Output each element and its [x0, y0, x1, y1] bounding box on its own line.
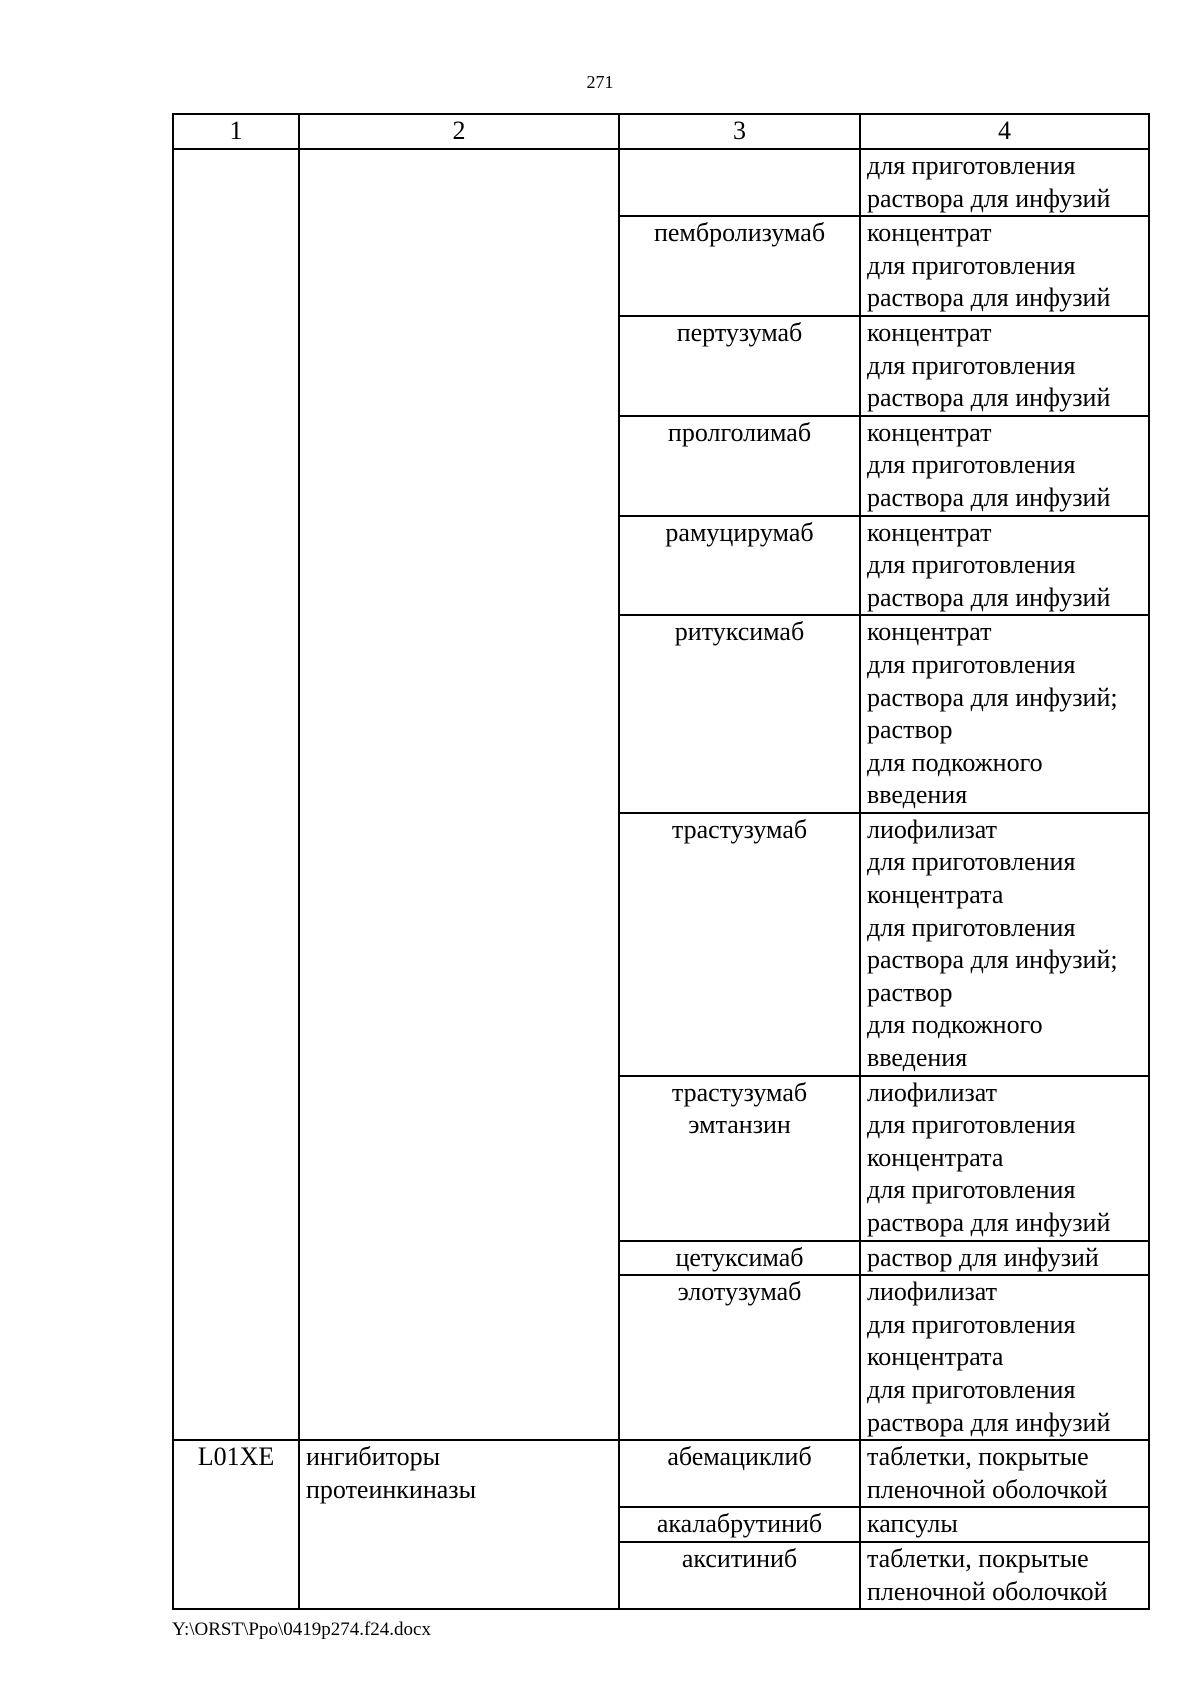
table-row — [173, 149, 1149, 216]
inn-cell — [619, 813, 860, 1076]
dosage-form-line: введения — [867, 1043, 968, 1073]
inn-name: акалабрутиниб — [656, 1509, 823, 1539]
header-col-3: 3 — [619, 114, 860, 149]
dosage-form-line: для приготовления — [867, 1175, 1076, 1205]
dosage-form-cell — [860, 1507, 1149, 1542]
inn-cell — [619, 216, 860, 316]
dosage-form-line: концентрата — [867, 880, 1004, 910]
inn-name: элотузумаб — [677, 1277, 802, 1307]
dosage-form-cell — [860, 1076, 1149, 1241]
inn-cell — [619, 149, 860, 216]
inn-name: абемациклиб — [667, 1442, 812, 1472]
dosage-form-line: для приготовления — [867, 151, 1076, 180]
inn-cell — [619, 1241, 860, 1276]
dosage-form-line: для приготовления — [867, 1309, 1076, 1339]
inn-name: рамуцирумаб — [665, 517, 814, 547]
dosage-form-line: пленочной оболочкой — [867, 1474, 1108, 1504]
inn-name: пембролизумаб — [653, 218, 826, 248]
dosage-form-line: концентрат — [867, 317, 992, 347]
dosage-form-line: раствор для инфузий — [867, 1242, 1099, 1272]
dosage-form-line: для приготовления — [867, 550, 1076, 580]
dosage-form-line: для приготовления — [867, 1110, 1076, 1140]
dosage-form-line: раствора для инфузий — [867, 1407, 1111, 1437]
header-col-1: 1 — [173, 114, 299, 149]
dosage-form-cell — [860, 316, 1149, 416]
inn-cell — [619, 1507, 860, 1542]
header-row — [173, 114, 1149, 149]
dosage-form-line: раствора для инфузий — [867, 183, 1111, 213]
dosage-form-cell — [860, 1275, 1149, 1440]
inn-name: акситиниб — [681, 1543, 798, 1573]
inn-name: эмтанзин — [688, 1110, 791, 1140]
dosage-form-cell — [860, 1241, 1149, 1276]
dosage-form-cell — [860, 149, 1149, 216]
dosage-form-line: для приготовления — [867, 649, 1076, 679]
inn-cell — [619, 1076, 860, 1241]
dosage-form-line: для приготовления — [867, 250, 1076, 280]
inn-cell — [619, 1440, 860, 1507]
dosage-form-line: раствора для инфузий — [867, 482, 1111, 512]
dosage-form-line: лиофилизат — [867, 1277, 998, 1307]
dosage-form-line: для приготовления — [867, 847, 1076, 877]
header-col-4: 4 — [860, 114, 1149, 149]
inn-cell — [619, 416, 860, 516]
document-file-path: Y:\ORST\Ppo\0419p274.f24.docx — [172, 1619, 431, 1640]
dosage-form-line: раствора для инфузий; — [867, 682, 1118, 712]
group-name-line: ингибиторы — [306, 1442, 441, 1472]
dosage-form-cell — [860, 813, 1149, 1076]
dosage-form-cell — [860, 1440, 1149, 1507]
header-col-2: 2 — [299, 114, 619, 149]
dosage-form-line: концентрат — [867, 617, 992, 647]
dosage-form-line: раствора для инфузий — [867, 1208, 1111, 1237]
inn-name: трастузумаб — [671, 814, 808, 844]
dosage-form-line: раствора для инфузий; — [867, 945, 1118, 975]
dosage-form-line: лиофилизат — [867, 1077, 998, 1107]
dosage-form-line: концентрат — [867, 218, 992, 248]
dosage-form-line: раствора для инфузий — [867, 383, 1111, 413]
dosage-form-line: концентрат — [867, 517, 992, 547]
inn-name: цетуксимаб — [675, 1242, 804, 1272]
dosage-form-cell — [860, 216, 1149, 316]
group-name-cell — [299, 149, 619, 1440]
inn-cell — [619, 516, 860, 616]
inn-name: ритуксимаб — [674, 617, 805, 647]
dosage-form-line: таблетки, покрытые — [867, 1543, 1089, 1573]
group-name-line: протеинкиназы — [306, 1474, 477, 1504]
inn-cell — [619, 316, 860, 416]
dosage-form-line: капсулы — [867, 1509, 958, 1539]
dosage-form-line: для приготовления — [867, 1374, 1076, 1404]
atc-code-cell — [173, 149, 299, 1440]
inn-name: пролголимаб — [667, 417, 812, 447]
dosage-form-line: раствор — [867, 715, 953, 745]
dosage-form-line: для приготовления — [867, 912, 1076, 942]
dosage-form-cell — [860, 1542, 1149, 1609]
group-name-cell — [299, 1440, 619, 1609]
inn-name: трастузумаб — [671, 1077, 808, 1107]
dosage-form-cell — [860, 416, 1149, 516]
inn-cell — [619, 615, 860, 813]
dosage-form-line: для приготовления — [867, 450, 1076, 480]
dosage-form-line: раствора для инфузий — [867, 283, 1111, 313]
dosage-form-line: раствора для инфузий — [867, 582, 1111, 612]
dosage-form-line: раствор — [867, 977, 953, 1007]
dosage-form-line: концентрата — [867, 1342, 1004, 1372]
drug-table — [172, 113, 1150, 1610]
dosage-form-line: пленочной оболочкой — [867, 1576, 1108, 1606]
dosage-form-line: для приготовления — [867, 350, 1076, 380]
dosage-form-line: концентрат — [867, 417, 992, 447]
inn-cell — [619, 1275, 860, 1440]
page-number: 271 — [586, 72, 614, 92]
dosage-form-cell — [860, 615, 1149, 813]
dosage-form-cell — [860, 516, 1149, 616]
inn-cell — [619, 1542, 860, 1609]
dosage-form-line: таблетки, покрытые — [867, 1442, 1089, 1472]
inn-name: пертузумаб — [676, 317, 803, 347]
dosage-form-line: концентрата — [867, 1142, 1004, 1172]
atc-code-cell: L01XE — [173, 1440, 299, 1609]
dosage-form-line: для подкожного — [867, 1010, 1043, 1040]
table-row — [173, 1440, 1149, 1507]
dosage-form-line: лиофилизат — [867, 814, 998, 844]
dosage-form-line: введения — [867, 780, 968, 810]
dosage-form-line: для подкожного — [867, 747, 1043, 777]
